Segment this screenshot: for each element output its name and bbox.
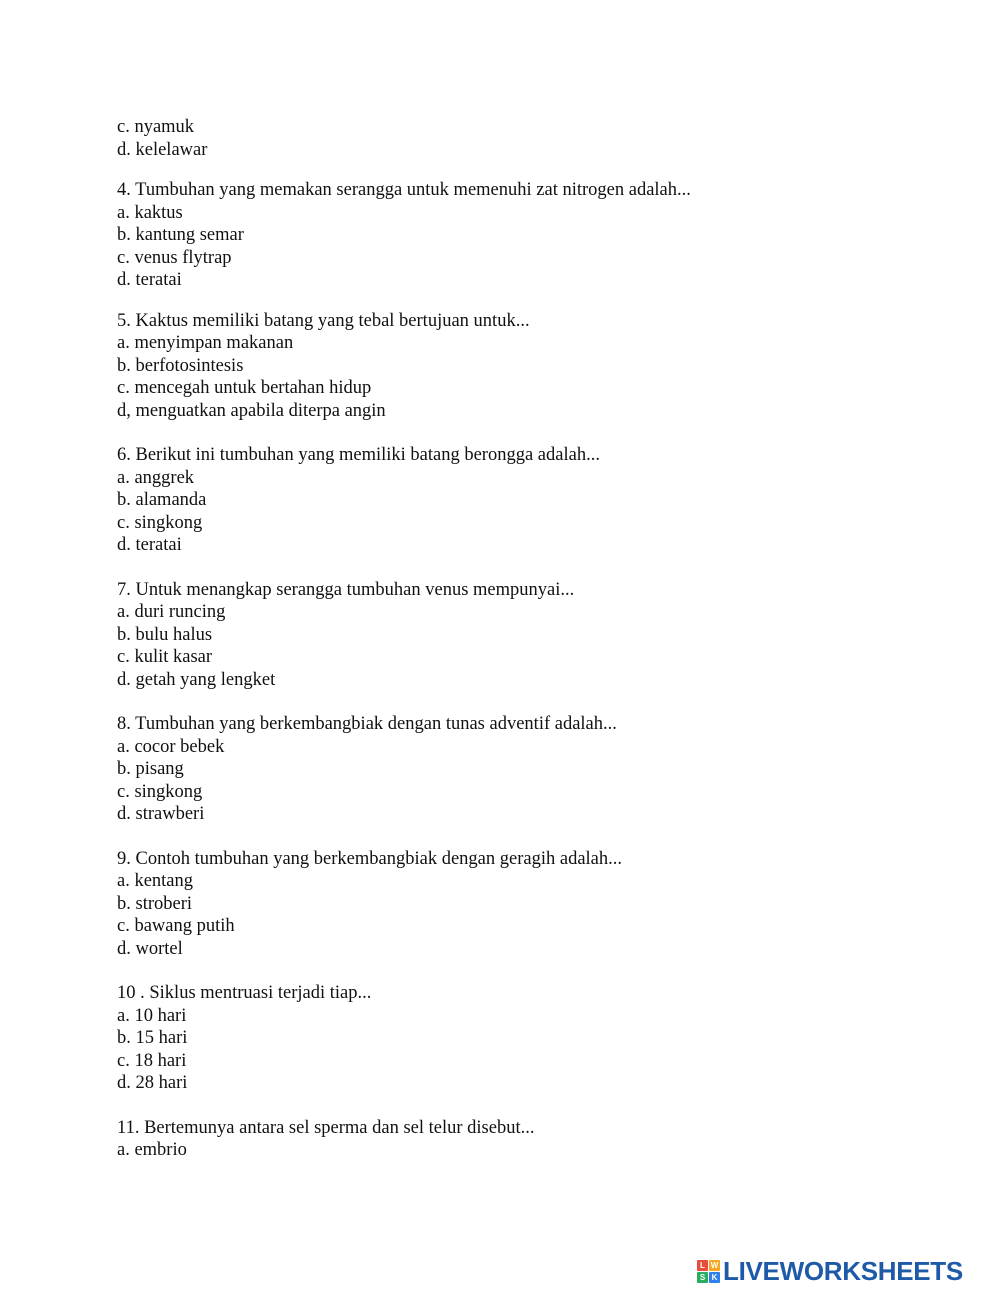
question-text: 4. Tumbuhan yang memakan serangga untuk memenuhi zat nitrogen adalah... xyxy=(117,180,691,200)
option: d, menguatkan apabila diterpa angin xyxy=(117,400,386,421)
option: a. embrio xyxy=(117,1140,187,1160)
question-5 xyxy=(117,310,957,423)
option: d. getah yang lengket xyxy=(117,669,276,690)
question-text: 10 . Siklus mentruasi terjadi tiap... xyxy=(117,983,372,1003)
option: a. anggrek xyxy=(117,467,195,488)
question-4 xyxy=(117,179,957,292)
option: a. kentang xyxy=(117,871,194,891)
logo-cell: W xyxy=(710,1260,719,1270)
option: d. teratai xyxy=(117,270,182,290)
option: b. kantung semar xyxy=(117,225,244,245)
previous-question-fragment xyxy=(117,116,957,161)
option: b. pisang xyxy=(117,759,184,779)
question-text: 9. Contoh tumbuhan yang berkembangbiak dengan geragih adalah... xyxy=(117,848,623,869)
option: c. kulit kasar xyxy=(117,647,213,667)
question-text: 5. Kaktus memiliki batang yang tebal bertujuan untuk... xyxy=(117,310,530,331)
logo-cell: K xyxy=(709,1272,720,1283)
option: b. bulu halus xyxy=(117,624,213,645)
question-6 xyxy=(117,444,957,557)
option: d. wortel xyxy=(117,938,183,959)
liveworksheets-logo[interactable] xyxy=(697,1256,963,1286)
question-7 xyxy=(117,579,957,692)
option: c. singkong xyxy=(117,512,203,533)
logo-cell: L xyxy=(697,1260,708,1271)
option: a. kaktus xyxy=(117,202,183,223)
option: a. duri runcing xyxy=(117,602,226,622)
option: d. kelelawar xyxy=(117,139,208,160)
option: d. strawberi xyxy=(117,804,205,824)
question-text: 6. Berikut ini tumbuhan yang memiliki batang berongga adalah... xyxy=(117,445,600,465)
option: c. nyamuk xyxy=(117,117,195,137)
option: b. 15 hari xyxy=(117,1028,188,1048)
option: b. stroberi xyxy=(117,893,193,914)
option: b. alamanda xyxy=(117,490,207,510)
question-11 xyxy=(117,1117,957,1162)
worksheet-page xyxy=(117,116,957,1184)
option: b. berfotosintesis xyxy=(117,355,244,376)
question-text: 8. Tumbuhan yang berkembangbiak dengan tunas adventif adalah... xyxy=(117,714,617,734)
option: c. mencegah untuk bertahan hidup xyxy=(117,378,372,398)
option: c. venus flytrap xyxy=(117,247,232,268)
option: c. 18 hari xyxy=(117,1050,187,1071)
question-9 xyxy=(117,848,957,961)
question-text: 11. Bertemunya antara sel sperma dan sel telur disebut... xyxy=(117,1117,535,1138)
option: a. 10 hari xyxy=(117,1005,187,1026)
logo-cell: S xyxy=(697,1272,708,1283)
option: a. menyimpan makanan xyxy=(117,333,294,353)
logo-icon xyxy=(697,1260,720,1283)
question-10 xyxy=(117,982,957,1095)
question-text: 7. Untuk menangkap serangga tumbuhan venus mempunyai... xyxy=(117,579,575,600)
brand-name: LIVEWORKSHEETS xyxy=(723,1255,963,1286)
question-8 xyxy=(117,713,957,826)
option: c. singkong xyxy=(117,781,203,802)
option: d. teratai xyxy=(117,535,182,555)
option: a. cocor bebek xyxy=(117,736,225,757)
option: c. bawang putih xyxy=(117,916,235,936)
option: d. 28 hari xyxy=(117,1073,188,1093)
